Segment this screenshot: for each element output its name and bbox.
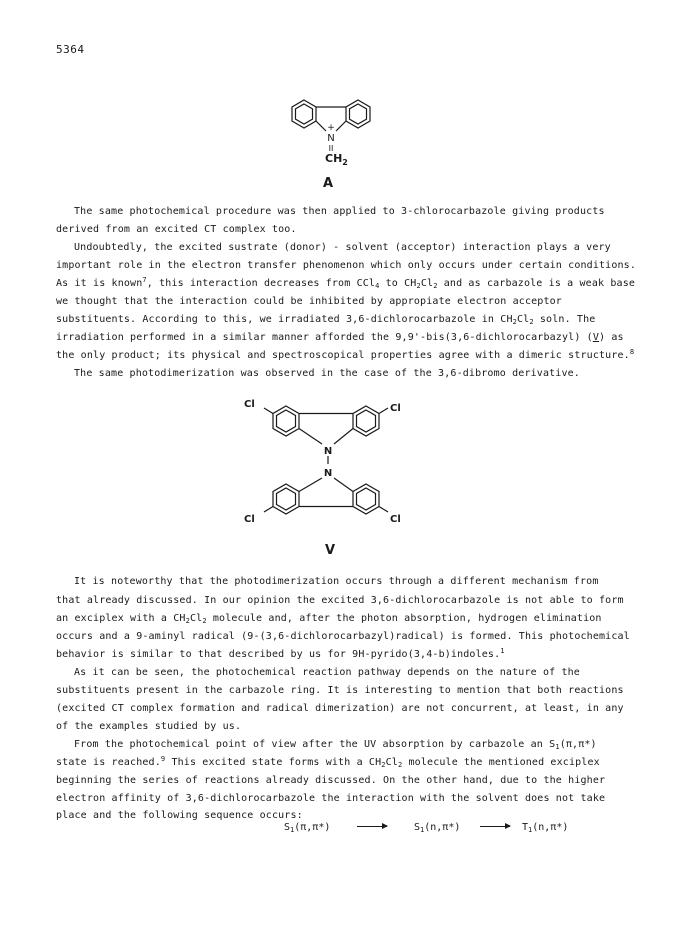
structure-v-nitrogen-bottom: N xyxy=(323,468,333,479)
paragraph-2-line-8: The same photodimerization was observed in the case of the 3,6-dibromo derivative. xyxy=(74,368,580,379)
structure-a-charge: + xyxy=(327,123,335,133)
paragraph-4-line-1: As it can be seen, the photochemical reaction pathway depends on the nature of the xyxy=(74,667,580,678)
sequence-arrow-1 xyxy=(357,826,387,827)
paragraph-5-line-3: beginning the series of reactions already discussed. On the other hand, due to the higher xyxy=(56,775,606,786)
structure-a-double-bond: II xyxy=(328,144,334,153)
cl-label-top-right: Cl xyxy=(390,403,401,414)
paragraph-3-line-2: that already discussed. In our opinion the excited 3,6-dichlorocarbazole is not able to form xyxy=(56,595,624,606)
paragraph-3-line-4: occurs and a 9-aminyl radical (9-(3,6-dichlorocarbazyl)radical) is formed. This photochemical xyxy=(56,631,630,642)
paragraph-1-line-1: The same photochemical procedure was then applied to 3-chlorocarbazole giving products xyxy=(74,206,605,217)
paragraph-3-line-5: behavior is similar to that described by us for 9H-pyrido(3,4-b)indoles.$^1$ xyxy=(56,647,505,660)
paragraph-2-line-3: As it is known$^7$, this interaction decreases from CCl$_4$ to $CH_2Cl_2$ and as carbazole is a weak base xyxy=(56,276,636,290)
paragraph-5-line-5: place and the following sequence occurs: xyxy=(56,810,303,821)
structure-v-label: V xyxy=(325,543,336,558)
paragraph-5-line-4: electron affinity of 3,6-dichlorocarbazole the interaction with the solvent does not take xyxy=(56,793,606,804)
structure-a-ch2: $CH_2$ xyxy=(325,152,348,167)
structure-v-nitrogen-top: N xyxy=(323,446,333,457)
paragraph-2-line-7: the only product; its physical and spectroscopical properties agree with a dimeric structure.$^8$ xyxy=(56,348,635,361)
paragraph-4-line-2: substituents present in the carbazole ring. It is interesting to mention that both reactions xyxy=(56,685,624,696)
sequence-t1-n-pi: $T_1(n,\pi*)$ xyxy=(522,822,569,834)
cl-label-bottom-right: Cl xyxy=(390,514,401,525)
paragraph-5-line-2: state is reached.$^9$ This excited state forms with a $CH_2Cl_2$ molecule the mentioned exciplex xyxy=(56,755,600,769)
page-number: 5364 xyxy=(56,43,85,56)
cl-label-bottom-left: Cl xyxy=(244,514,255,525)
paragraph-4-line-4: of the examples studied by us. xyxy=(56,721,242,732)
paragraph-2-line-6: irradiation performed in a similar manner afforded the 9,9'-bis(3,6-dichlorocarbazyl) (V) as xyxy=(56,332,624,343)
structure-v-bonds xyxy=(264,406,388,514)
paragraph-3-line-1: It is noteworthy that the photodimerization occurs through a different mechanism from xyxy=(74,576,599,587)
paragraph-2-line-5: substituents. According to this, we irradiated 3,6-dichlorocarbazole in $CH_2Cl_2$ soln. The xyxy=(56,314,596,326)
structure-a-label: A xyxy=(323,176,334,191)
cl-label-top-left: Cl xyxy=(244,399,255,410)
structure-v-diagram xyxy=(238,394,428,528)
paragraph-2-line-4: we thought that the interaction could be inhibited by appropiate electron acceptor xyxy=(56,296,562,307)
paragraph-2-line-1: Undoubtedly, the excited sustrate (donor) - solvent (acceptor) interaction plays a very xyxy=(74,242,611,253)
paragraph-3-line-3: an exciplex with a $CH_2Cl_2$ molecule and, after the photon absorption, hydrogen elimination xyxy=(56,613,602,625)
structure-a-nitrogen: N xyxy=(327,133,335,144)
sequence-s1-pi-pi: $S_1(\pi,\pi*)$ xyxy=(284,822,331,834)
sequence-arrow-2 xyxy=(480,826,510,827)
paragraph-1-line-2: derived from an excited CT complex too. xyxy=(56,224,297,235)
paragraph-2-line-2: important role in the electron transfer phenomenon which only occurs under certain conditions. xyxy=(56,260,637,271)
paragraph-5-line-1: From the photochemical point of view after the UV absorption by carbazole an $S_1(\pi,\pi*)$ xyxy=(74,739,597,751)
sequence-s1-n-pi: $S_1(n,\pi*)$ xyxy=(414,822,461,834)
structure-a-diagram xyxy=(262,86,402,168)
paragraph-4-line-3: (excited CT complex formation and radical dimerization) are not concurrent, at least, in any xyxy=(56,703,624,714)
